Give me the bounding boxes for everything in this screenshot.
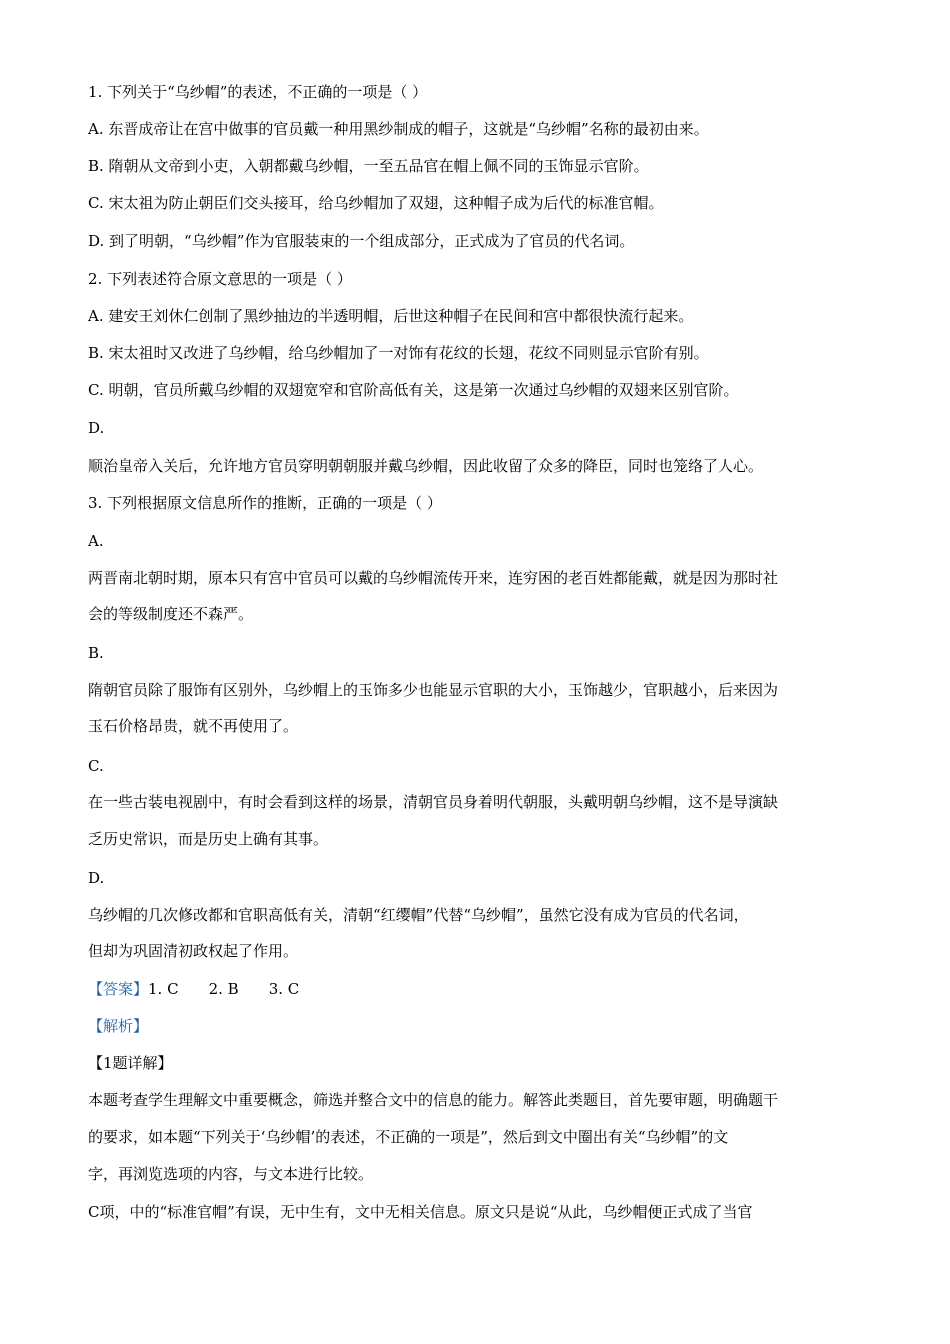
analysis-subheading-1: 【1题详解】 bbox=[88, 1054, 173, 1072]
q2-stem: 2. 下列表述符合原文意思的一项是（ ） bbox=[88, 270, 352, 288]
analysis-paragraph-2-line1: C项，中的“标准官帽”有误，无中生有，文中无相关信息。原文只是说“从此，乌纱帽便正式成了当官 bbox=[88, 1203, 753, 1221]
q1-option-d: D. 到了明朝，“乌纱帽”作为官服装束的一个组成部分，正式成为了官员的代名词。 bbox=[88, 232, 635, 250]
answer-line bbox=[88, 979, 863, 999]
q3-option-b-label: B. bbox=[88, 644, 104, 662]
answer-1: 1. C bbox=[148, 980, 179, 998]
answer-tag: 【答案】 bbox=[88, 980, 149, 998]
analysis-tag: 【解析】 bbox=[88, 1017, 149, 1035]
q2-option-b: B. 宋太祖时又改进了乌纱帽，给乌纱帽加了一对饰有花纹的长翅，花纹不同则显示官阶有别。 bbox=[88, 344, 709, 362]
q2-option-d-label: D. bbox=[88, 419, 105, 437]
q3-option-a-line2: 会的等级制度还不森严。 bbox=[88, 605, 254, 623]
analysis-paragraph-1-line2: 的要求，如本题“下列关于‘乌纱帽’的表述，不正确的一项是”，然后到文中圈出有关“乌纱帽”的文 bbox=[88, 1128, 729, 1146]
q3-option-c-label: C. bbox=[88, 757, 104, 775]
q1-option-a: A. 东晋成帝让在宫中做事的官员戴一种用黑纱制成的帽子，这就是“乌纱帽”名称的最初由来。 bbox=[88, 120, 709, 138]
q1-option-c: C. 宋太祖为防止朝臣们交头接耳，给乌纱帽加了双翅，这种帽子成为后代的标准官帽。 bbox=[88, 194, 664, 212]
q3-option-a-label: A. bbox=[88, 532, 104, 550]
q3-option-d-line2: 但却为巩固清初政权起了作用。 bbox=[88, 942, 299, 960]
q3-stem: 3. 下列根据原文信息所作的推断，正确的一项是（ ） bbox=[88, 494, 442, 512]
q3-option-c-line1: 在一些古装电视剧中，有时会看到这样的场景，清朝官员身着明代朝服，头戴明朝乌纱帽，这不是导演缺 bbox=[88, 793, 779, 811]
q3-option-a-line1: 两晋南北朝时期，原本只有宫中官员可以戴的乌纱帽流传开来，连穷困的老百姓都能戴，就是因为那时社 bbox=[88, 569, 779, 587]
q3-option-d-line1: 乌纱帽的几次修改都和官职高低有关，清朝“红缨帽”代替“乌纱帽”，虽然它没有成为官员的代名词， bbox=[88, 906, 749, 924]
q3-option-b-line1: 隋朝官员除了服饰有区别外，乌纱帽上的玉饰多少也能显示官职的大小，玉饰越少，官职越小，后来因为 bbox=[88, 681, 779, 699]
q3-option-b-line2: 玉石价格昂贵，就不再使用了。 bbox=[88, 717, 299, 735]
analysis-paragraph-1-line3: 字，再浏览选项的内容，与文本进行比较。 bbox=[88, 1165, 374, 1183]
q1-option-b: B. 隋朝从文帝到小吏，入朝都戴乌纱帽，一至五品官在帽上佩不同的玉饰显示官阶。 bbox=[88, 157, 649, 175]
q3-option-c-line2: 乏历史常识，而是历史上确有其事。 bbox=[88, 830, 329, 848]
q2-option-d-text: 顺治皇帝入关后，允许地方官员穿明朝朝服并戴乌纱帽，因此收留了众多的降臣，同时也笼络了人心。 bbox=[88, 457, 764, 475]
answer-3: 3. C bbox=[268, 980, 300, 998]
q2-option-a: A. 建安王刘休仁创制了黑纱抽边的半透明帽，后世这种帽子在民间和宫中都很快流行起来。 bbox=[88, 307, 694, 325]
q2-option-c: C. 明朝，官员所戴乌纱帽的双翅宽窄和官阶高低有关，这是第一次通过乌纱帽的双翅来区别官阶。 bbox=[88, 381, 739, 399]
analysis-paragraph-1-line1: 本题考查学生理解文中重要概念，筛选并整合文中的信息的能力。解答此类题目，首先要审题，明确题干 bbox=[88, 1091, 779, 1109]
q1-stem: 1. 下列关于“乌纱帽”的表述，不正确的一项是（ ） bbox=[88, 83, 428, 101]
q3-option-d-label: D. bbox=[88, 869, 105, 887]
answer-2: 2. B bbox=[208, 980, 239, 998]
